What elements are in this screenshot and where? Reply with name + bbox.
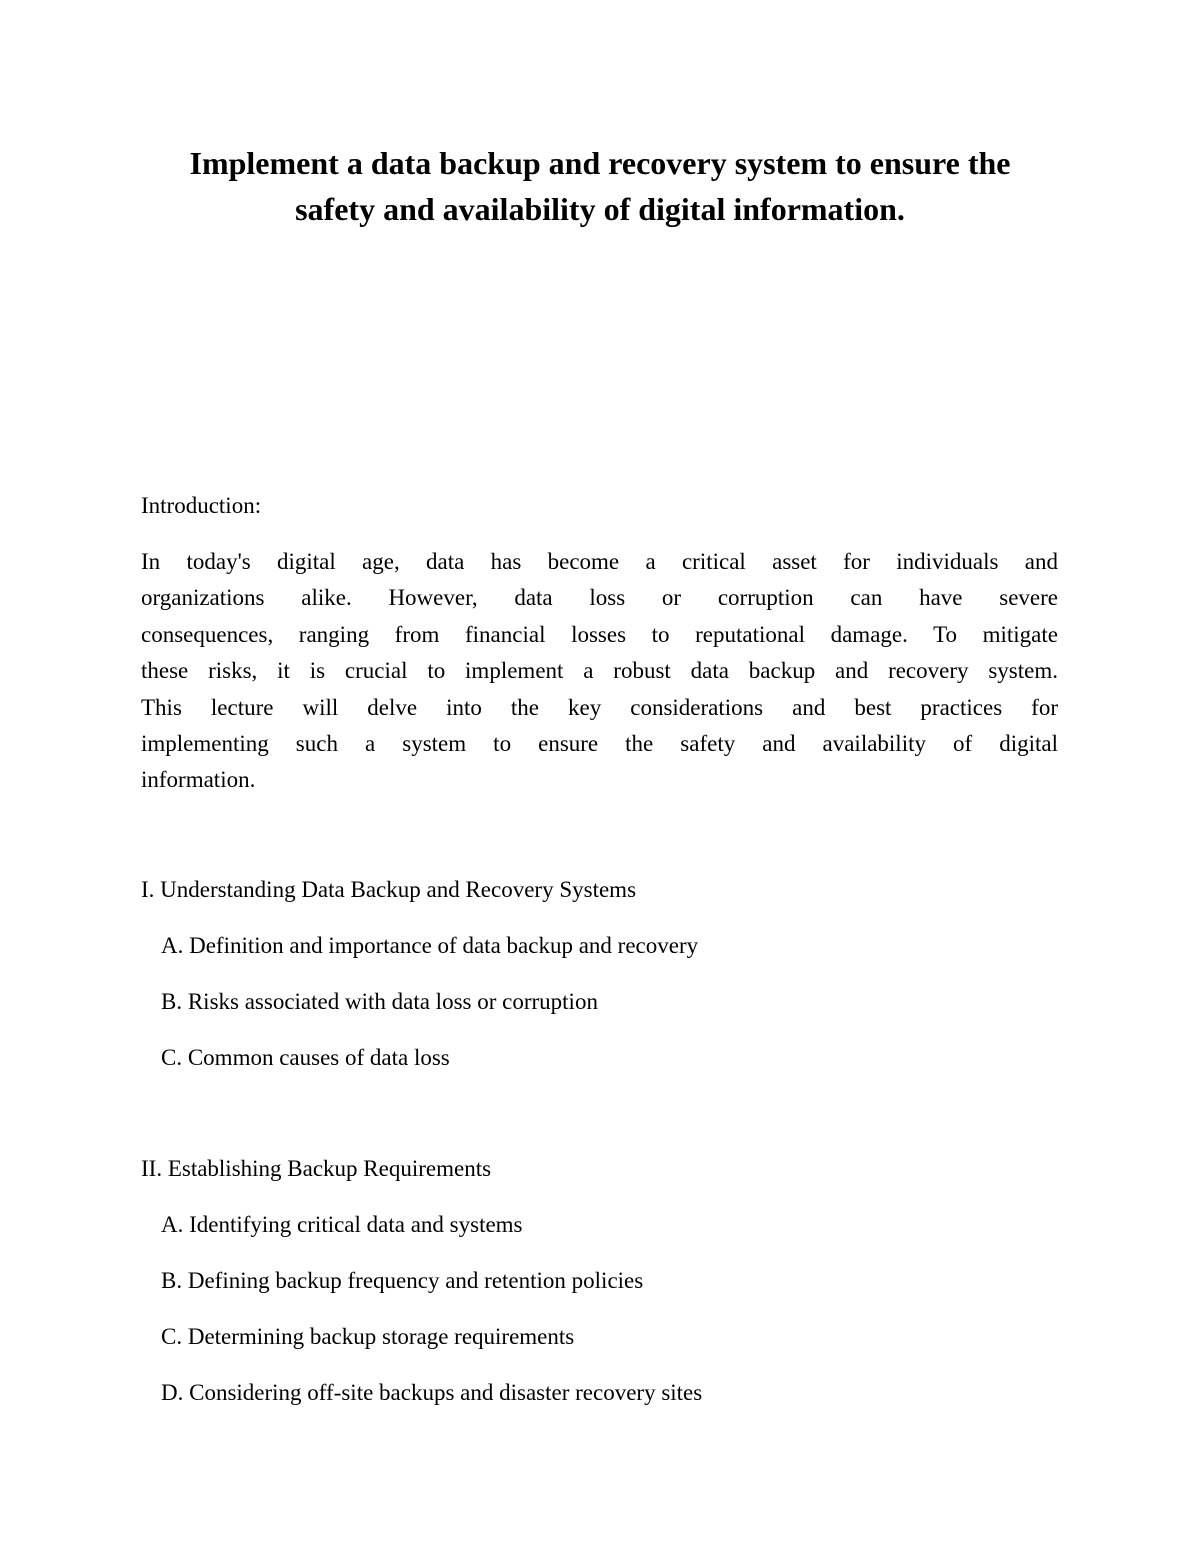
section-heading: II. Establishing Backup Requirements bbox=[141, 1156, 492, 1181]
outline-section-1 bbox=[141, 874, 698, 1098]
outline-section-2 bbox=[141, 1153, 702, 1433]
outline-item: C. Common causes of data loss bbox=[161, 1045, 450, 1070]
paragraph-line: This lecture will delve into the key considerations and best practices for bbox=[141, 694, 1058, 720]
paragraph-line: organizations alike. However, data loss or corruption can have severe bbox=[141, 585, 1058, 611]
intro-heading: Introduction: bbox=[141, 493, 262, 518]
paragraph-line: consequences, ranging from financial losses to reputational damage. To mitigate bbox=[141, 621, 1058, 647]
outline-item: A. Definition and importance of data backup and recovery bbox=[161, 933, 699, 958]
outline-item: B. Defining backup frequency and retention policies bbox=[161, 1268, 644, 1293]
paragraph-line: information. bbox=[141, 767, 256, 793]
outline-item: D. Considering off-site backups and disaster recovery sites bbox=[161, 1380, 703, 1405]
outline-item: B. Risks associated with data loss or corruption bbox=[161, 989, 598, 1014]
outline-item: C. Determining backup storage requirements bbox=[161, 1324, 575, 1349]
paragraph-line: In today's digital age, data has become a critical asset for individuals and bbox=[141, 549, 1058, 574]
intro-paragraph bbox=[141, 544, 1058, 799]
paragraph-line: these risks, it is crucial to implement a robust data backup and recovery system. bbox=[141, 658, 1058, 684]
outline-item: A. Identifying critical data and systems bbox=[161, 1212, 523, 1237]
title-line: Implement a data backup and recovery system to ensure the bbox=[189, 145, 1011, 181]
section-heading: I. Understanding Data Backup and Recovery Systems bbox=[141, 877, 637, 902]
paragraph-line: implementing such a system to ensure the safety and availability of digital bbox=[141, 731, 1058, 757]
document-title bbox=[130, 140, 1070, 232]
title-line: safety and availability of digital information. bbox=[295, 191, 905, 227]
